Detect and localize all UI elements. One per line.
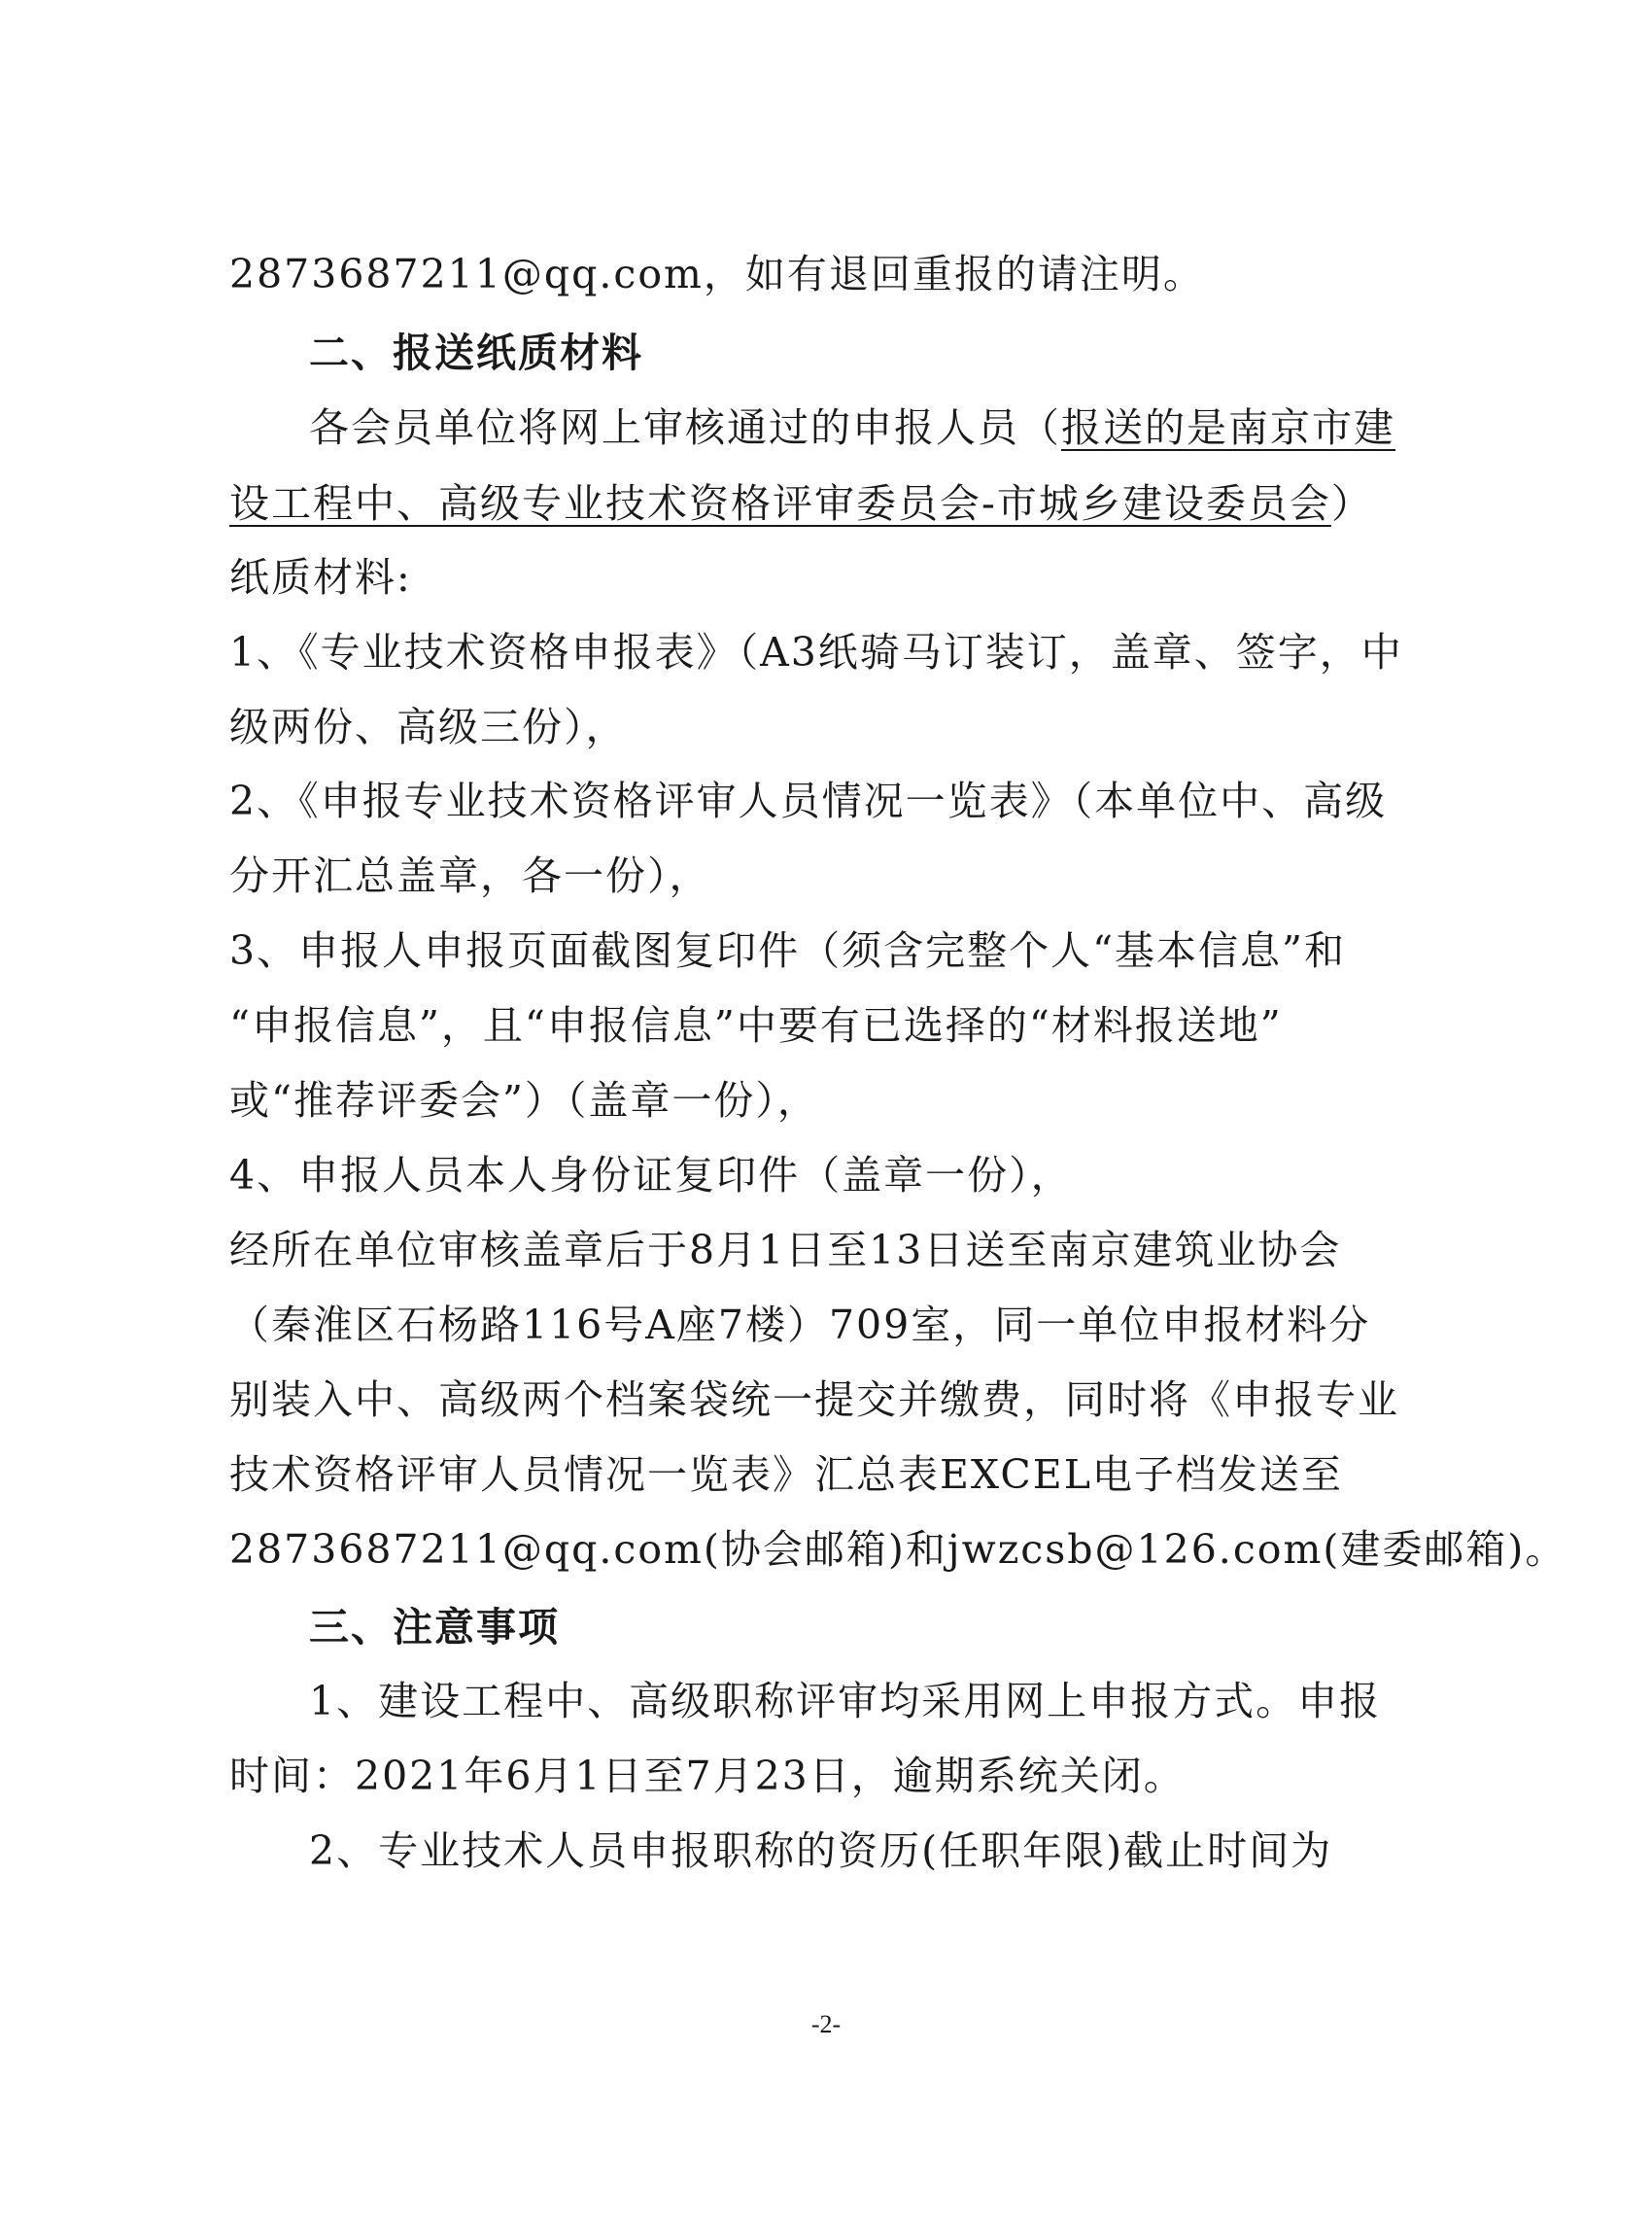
- text-line: 别装入中、高级两个档案袋统一提交并缴费，同时将《申报专业: [229, 1376, 1399, 1423]
- text-line: 时间：2021年6月1日至7月23日，逾期系统关闭。: [229, 1753, 1186, 1799]
- text-line: 或“推荐评委会”）（盖章一份），: [229, 1077, 819, 1124]
- list-item: 1、建设工程中、高级职称评审均采用网上申报方式。申报: [309, 1678, 1382, 1724]
- text-line: 2873687211@qq.com，如有退回重报的请注明。: [229, 251, 1205, 297]
- page-number: -2-: [810, 2010, 842, 2038]
- text-line: 经所在单位审核盖章后于8月1日至13日送至南京建筑业协会: [229, 1227, 1342, 1273]
- section-heading-notes: 三、注意事项: [309, 1604, 560, 1651]
- underlined-text: 报送的是南京市建: [1061, 404, 1395, 451]
- text-line: （秦淮区石杨路116号A座7楼）709室，同一单位申报材料分: [229, 1302, 1371, 1348]
- list-item: 1、《专业技术资格申报表》（A3纸骑马订装订，盖章、签字，中: [229, 629, 1403, 676]
- text-line: 分开汇总盖章，各一份），: [229, 852, 711, 899]
- underlined-text: 设工程中、高级专业技术资格评审委员会-市城乡建设委员会: [229, 480, 1331, 527]
- text-line: 技术资格评审人员情况一览表》汇总表EXCEL电子档发送至: [229, 1451, 1343, 1498]
- text-line: 级两份、高级三份），: [229, 704, 628, 750]
- text-line: [309, 400, 1395, 455]
- list-item: 4、申报人员本人身份证复印件（盖章一份），: [229, 1152, 1073, 1199]
- list-item: 2、专业技术人员申报职称的资历(任职年限)截止时间为: [309, 1827, 1333, 1874]
- text-line: 2873687211@qq.com(协会邮箱)和jwzcsb@126.com(建委邮箱)。: [229, 1526, 1567, 1573]
- text-fragment: 各会员单位将网上审核通过的申报人员（: [309, 404, 1061, 451]
- text-line: “申报信息”，且“申报信息”中要有已选择的“材料报送地”: [229, 1002, 1283, 1049]
- list-item: 3、申报人申报页面截图复印件（须含完整个人“基本信息”和: [229, 927, 1347, 974]
- text-line: [229, 476, 1373, 531]
- section-heading-paper-materials: 二、报送纸质材料: [309, 330, 643, 376]
- list-item: 2、《申报专业技术资格评审人员情况一览表》（本单位中、高级: [229, 778, 1388, 824]
- text-line: 纸质材料:: [229, 554, 412, 601]
- text-fragment: ）: [1330, 480, 1373, 527]
